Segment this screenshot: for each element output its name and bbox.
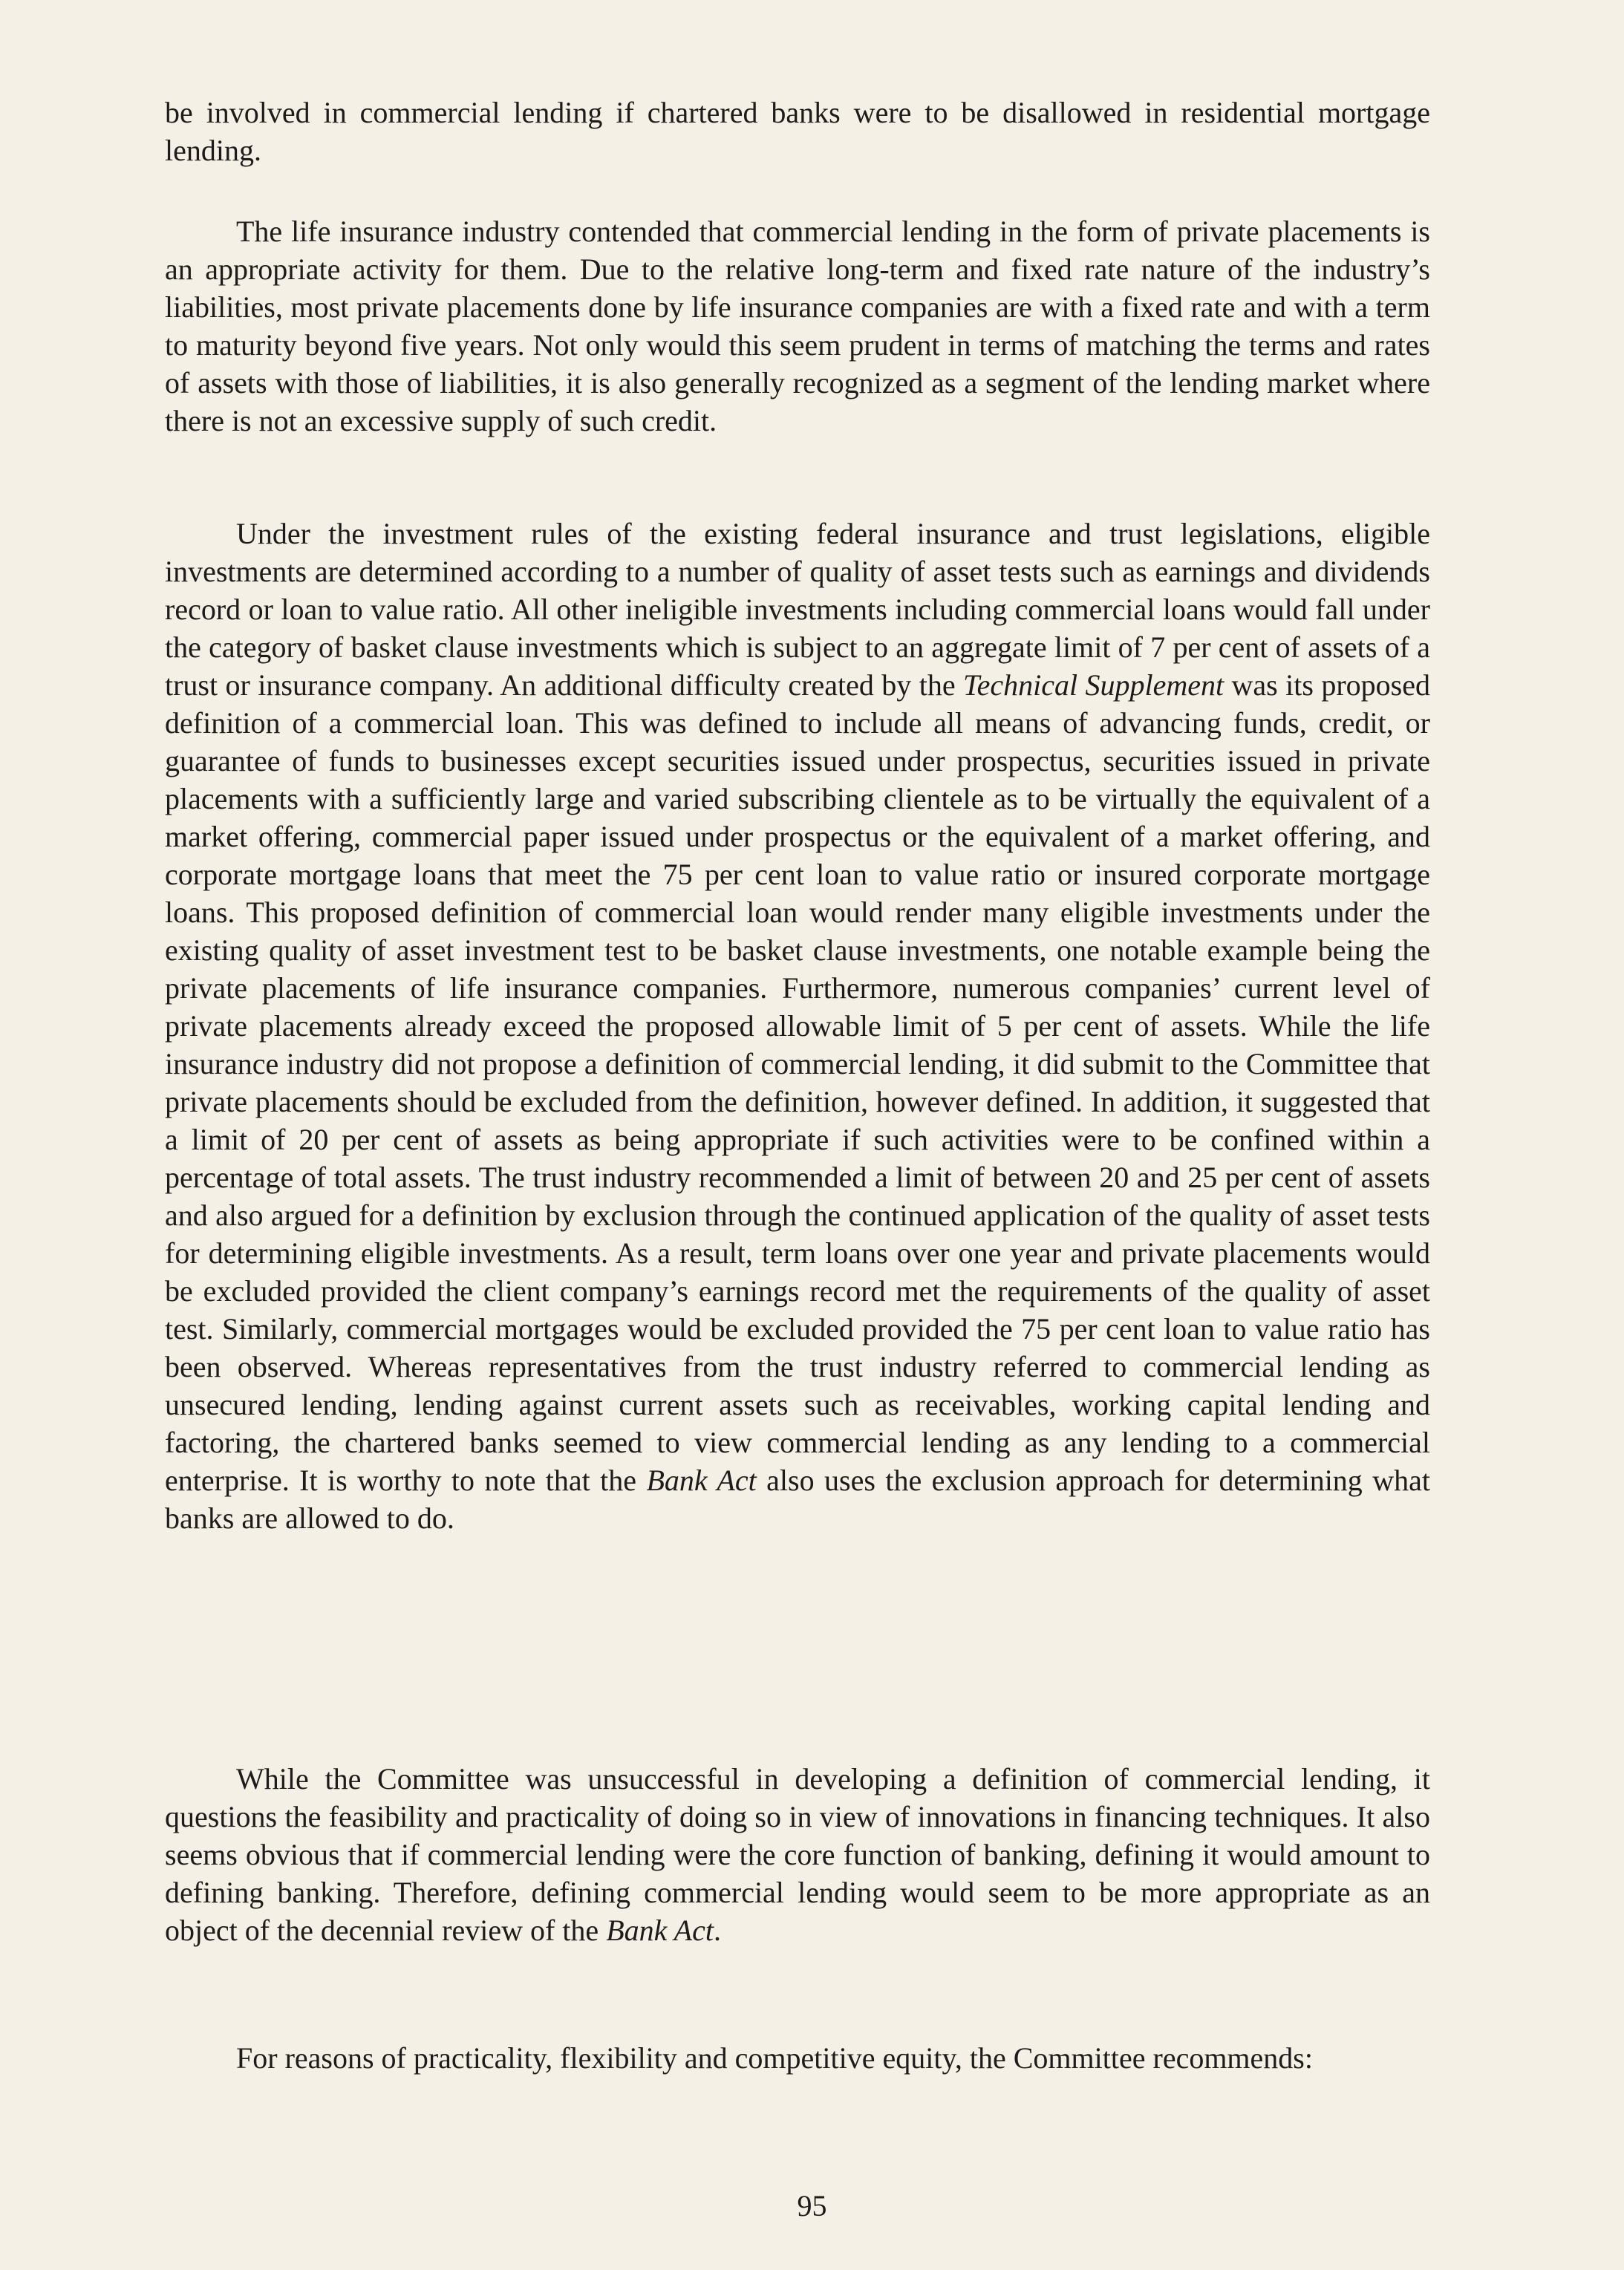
paragraph-life-insurance <box>165 212 1430 440</box>
text-segment: be involved in commercial lending if chartered banks were to be disallowed in residential mortgage lending. <box>165 96 1430 167</box>
paragraph-recommendation <box>165 2039 1430 2077</box>
text-segment: For reasons of practicality, flexibility and competitive equity, the Committee recommends: <box>236 2041 1313 2075</box>
italic-title-bank-act: Bank Act <box>646 1464 757 1497</box>
italic-title-technical-supplement: Technical Supplement <box>963 668 1224 702</box>
paragraph-text <box>165 212 1430 440</box>
text-segment: While the Committee was unsuccessful in developing a definition of commercial lending, it questions the feasibility and practicality of doing so in view of innovations in financing techniques. It also seems obvious that if commercial lending were the core function of banking, defining it would amount to defining banking. Therefore, defining commercial lending would seem to be more appropriate as an object of the decennial review of the <box>165 1762 1430 1947</box>
paragraph-text <box>165 1760 1430 1949</box>
paragraph-text <box>165 94 1430 169</box>
text-segment: was its proposed definition of a commercial loan. This was defined to include all means of advancing funds, credit, or guarantee of funds to businesses except securities issued under prospectus, securities issued in private placements with a sufficiently large and varied subscribing clientele as to be virtually the equivalent of a market offering, commercial paper issued under prospectus or the equivalent of a market offering, and corporate mortgage loans that meet the 75 per cent loan to value ratio or insured corporate mortgage loans. This proposed definition of commercial loan would render many eligible investments under the existing quality of asset investment test to be basket clause investments, one notable example being the private placements of life insurance companies. Furthermore, numerous companies’ current level of private placements already exceed the proposed allowable limit of 5 per cent of assets. While the life insurance industry did not propose a definition of commercial lending, it did submit to the Committee that private placements should be excluded from the definition, however defined. In addition, it suggested that a limit of 20 per cent of assets as being appropriate if such activities were to be confined within a percentage of total assets. The trust industry recommended a limit of between 20 and 25 per cent of assets and also argued for a definition by exclusion through the continued application of the quality of asset tests for determining eligible investments. As a result, term loans over one year and private placements would be excluded provided the client company’s earnings record met the requirements of the quality of asset test. Similarly, commercial mortgages would be excluded provided the 75 per cent loan to value ratio has been observed. Whereas representatives from the trust industry referred to commercial lending as unsecured lending, lending against current assets such as receivables, working capital lending and factoring, the chartered banks seemed to view commercial lending as any lending to a commercial enterprise. It is worthy to note that the <box>165 668 1431 1497</box>
text-segment: The life insurance industry contended that commercial lending in the form of private placements is an appropriate activity for them. Due to the relative long-term and fixed rate nature of the industry’s liabilities, most private placements done by life insurance companies are with a fixed rate and with a term to maturity beyond five years. Not only would this seem prudent in terms of matching the terms and rates of assets with those of liabilities, it is also generally recognized as a segment of the lending market where there is not an excessive supply of such credit. <box>165 215 1430 437</box>
text-segment: Under the investment rules of the existing federal insurance and trust legislations, eligible investments are determined according to a number of quality of asset tests such as earnings and dividends record or loan to value ratio. All other ineligible investments including commercial loans would fall under the category of basket clause investments which is subject to an aggregate limit of 7 per cent of assets of a trust or insurance company. An additional difficulty created by the <box>165 517 1430 702</box>
text-segment: . <box>713 1914 721 1947</box>
page-number: 95 <box>797 2189 827 2222</box>
paragraph-text <box>165 515 1430 1537</box>
paragraph-continuation <box>165 94 1430 169</box>
italic-title-bank-act: Bank Act <box>606 1914 714 1947</box>
paragraph-investment-rules <box>165 515 1430 1537</box>
text-segment: also uses the exclusion approach for determining what banks are allowed to do. <box>165 1464 1431 1535</box>
paragraph-definition <box>165 1760 1430 1949</box>
paragraph-text <box>165 2039 1430 2077</box>
